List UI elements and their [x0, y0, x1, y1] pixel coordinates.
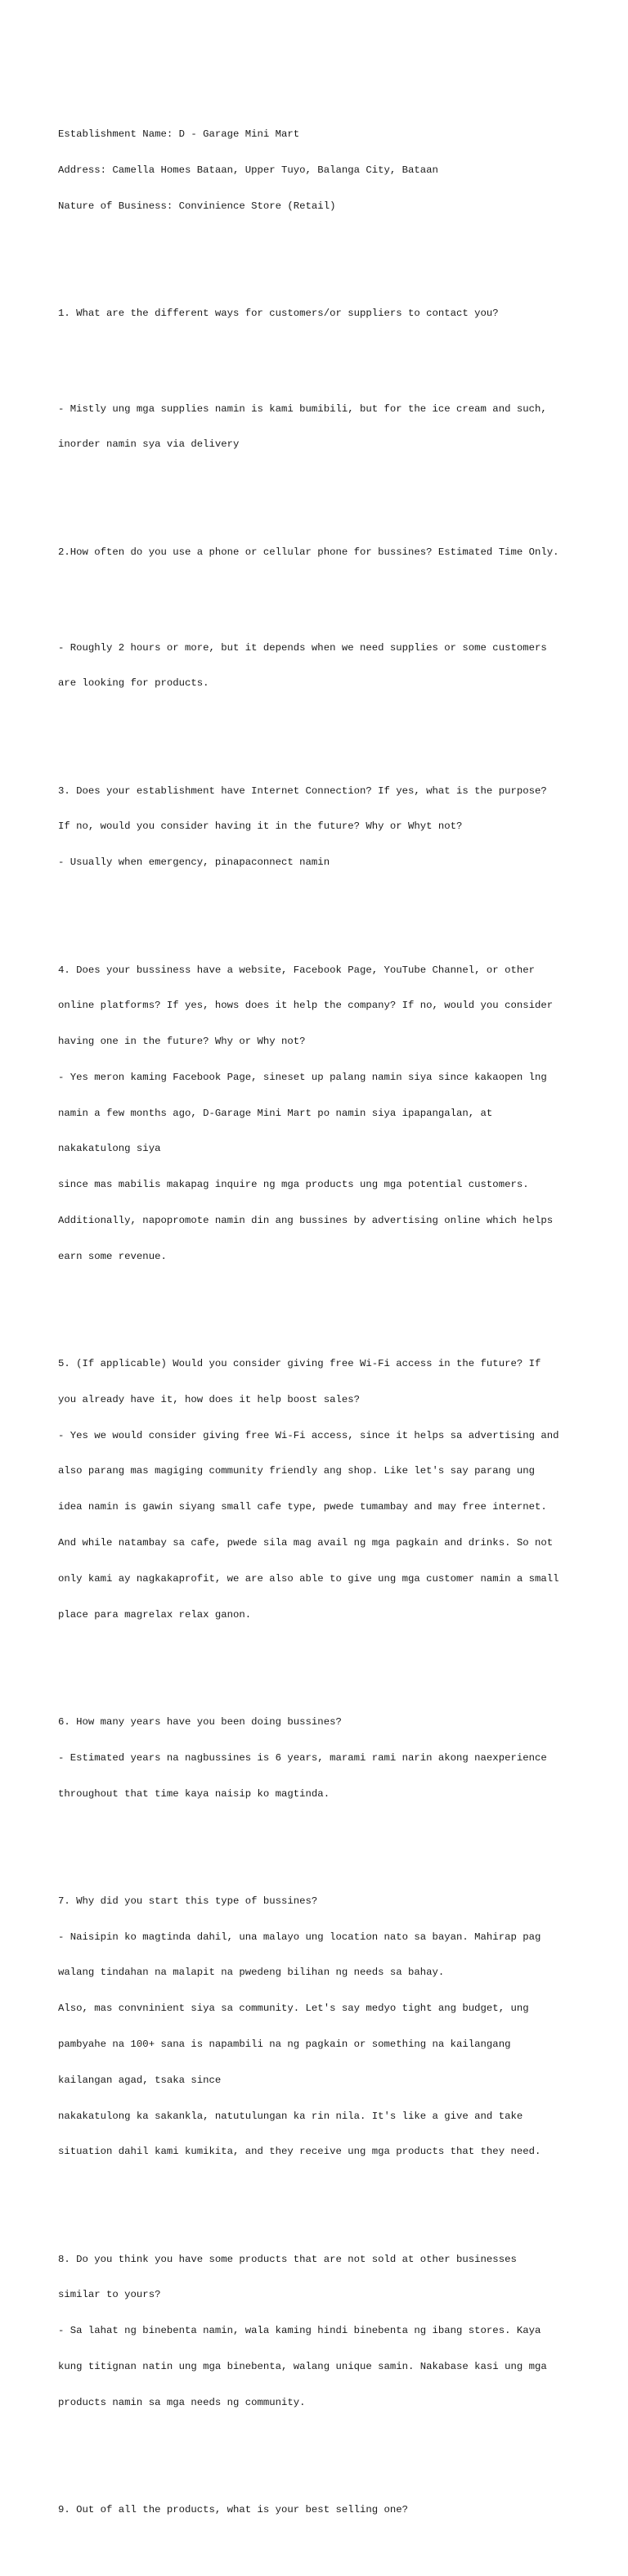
text-line: And while natambay sa cafe, pwede sila mag avail ng mga pagkain and drinks. So not — [58, 1537, 554, 1549]
question-9-section — [58, 2480, 598, 2540]
text-line: situation dahil kami kumikita, and they receive ung mga products that they need. — [58, 2146, 541, 2158]
text-line: 6. How many years have you been doing bussines? — [58, 1715, 342, 1728]
text-line: namin a few months ago, D-Garage Mini Mart po namin siya ipapangalan, at — [58, 1107, 493, 1119]
text-line: 3. Does your establishment have Internet Connection? If yes, what is the purpose? — [58, 784, 547, 797]
text-line: - Yes we would consider giving free Wi-Fi access, since it helps sa advertising and — [58, 1429, 559, 1441]
text-line: also parang mas magiging community friendly ang shop. Like let's say parang ung — [58, 1465, 535, 1477]
answer-1 — [58, 379, 598, 474]
answer-line: - Roughly 2 hours or more, but it depends when we need supplies or some customers — [58, 641, 547, 654]
text-line: 4. Does your bussiness have a website, Facebook Page, YouTube Channel, or other — [58, 964, 535, 976]
text-line: nakakatulong ka sakankla, natutulungan ka rin nila. It's like a give and take — [58, 2110, 523, 2122]
text-line: 8. Do you think you have some products that are not sold at other businesses — [58, 2253, 517, 2265]
text-line: kung titignan natin ung mga binebenta, walang unique samin. Nakabase kasi ung mga — [58, 2361, 547, 2372]
answer-2 — [58, 618, 598, 713]
establishment-address: Address: Camella Homes Bataan, Upper Tuyo, Balanga City, Bataan — [58, 164, 438, 176]
document-page — [58, 69, 598, 2576]
question-7-section — [58, 1872, 598, 2182]
question-3-section — [58, 761, 598, 892]
text-line: online platforms? If yes, hows does it help the company? If no, would you consider — [58, 1000, 554, 1012]
text-line: products namin sa mga needs ng community. — [58, 2396, 306, 2408]
text-line: - Yes meron kaming Facebook Page, sineset up palang namin siya since kakaopen lng — [58, 1071, 547, 1083]
text-line: throughout that time kaya naisip ko magtinda. — [58, 1787, 330, 1800]
text-line: - Usually when emergency, pinapaconnect namin — [58, 856, 330, 869]
question-9-text: 9. Out of all the products, what is your best selling one? — [58, 2504, 409, 2516]
text-line: Additionally, napopromote namin din ang bussines by advertising online which helps — [58, 1215, 554, 1226]
question-2-text: 2.How often do you use a phone or cellular phone for bussines? Estimated Time Only. — [58, 546, 559, 558]
text-line: Also, mas convninient siya sa community. Let's say medyo tight ang budget, ung — [58, 2003, 529, 2015]
establishment-name: Establishment Name: D - Garage Mini Mart — [58, 128, 300, 140]
question-4-section — [58, 940, 598, 1286]
text-line: kailangan agad, tsaka since — [58, 2074, 222, 2086]
text-line: 7. Why did you start this type of bussines? — [58, 1895, 318, 1907]
text-line: idea namin is gawin siyang small cafe type, pwede tumambay and may free internet. — [58, 1501, 547, 1513]
business-nature: Nature of Business: Convinience Store (Retail) — [58, 200, 336, 212]
text-line: walang tindahan na malapit na pwedeng bilihan ng needs sa bahay. — [58, 1967, 445, 1979]
text-line: 5. (If applicable) Would you consider giving free Wi-Fi access in the future? If — [58, 1358, 541, 1370]
answer-line: inorder namin sya via delivery — [58, 438, 240, 451]
question-5-section — [58, 1334, 598, 1644]
text-line: place para magrelax relax ganon. — [58, 1608, 252, 1621]
question-8-section — [58, 2229, 598, 2432]
text-line: pambyahe na 100+ sana is napambili na ng pagkain or something na kailangang — [58, 2038, 511, 2050]
answer-line: - Mistly ung mga supplies namin is kami bumibili, but for the ice cream and such, — [58, 402, 547, 415]
text-line: - Sa lahat ng binebenta namin, wala kaming hindi binebenta ng ibang stores. Kaya — [58, 2325, 541, 2337]
establishment-info — [58, 105, 598, 236]
text-line: - Naisipin ko magtinda dahil, una malayo ung location nato sa bayan. Mahirap pag — [58, 1931, 541, 1943]
question-2 — [58, 523, 598, 582]
question-1 — [58, 284, 598, 344]
answer-line: are looking for products. — [58, 677, 209, 690]
question-1-text: 1. What are the different ways for customers/or suppliers to contact you? — [58, 307, 499, 319]
text-line: nakakatulong siya — [58, 1143, 161, 1155]
text-line: since mas mabilis makapag inquire ng mga products ung mga potential customers. — [58, 1179, 529, 1191]
text-line: If no, would you consider having it in the future? Why or Whyt not? — [58, 820, 463, 833]
text-line: earn some revenue. — [58, 1250, 167, 1262]
text-line: - Estimated years na nagbussines is 6 years, marami rami narin akong naexperience — [58, 1751, 547, 1764]
text-line: similar to yours? — [58, 2289, 161, 2301]
text-line: you already have it, how does it help boost sales? — [58, 1393, 360, 1405]
text-line: having one in the future? Why or Why not? — [58, 1036, 306, 1048]
question-6-section — [58, 1693, 598, 1824]
text-line: only kami ay nagkakaprofit, we are also able to give ung mga customer namin a small — [58, 1572, 559, 1585]
